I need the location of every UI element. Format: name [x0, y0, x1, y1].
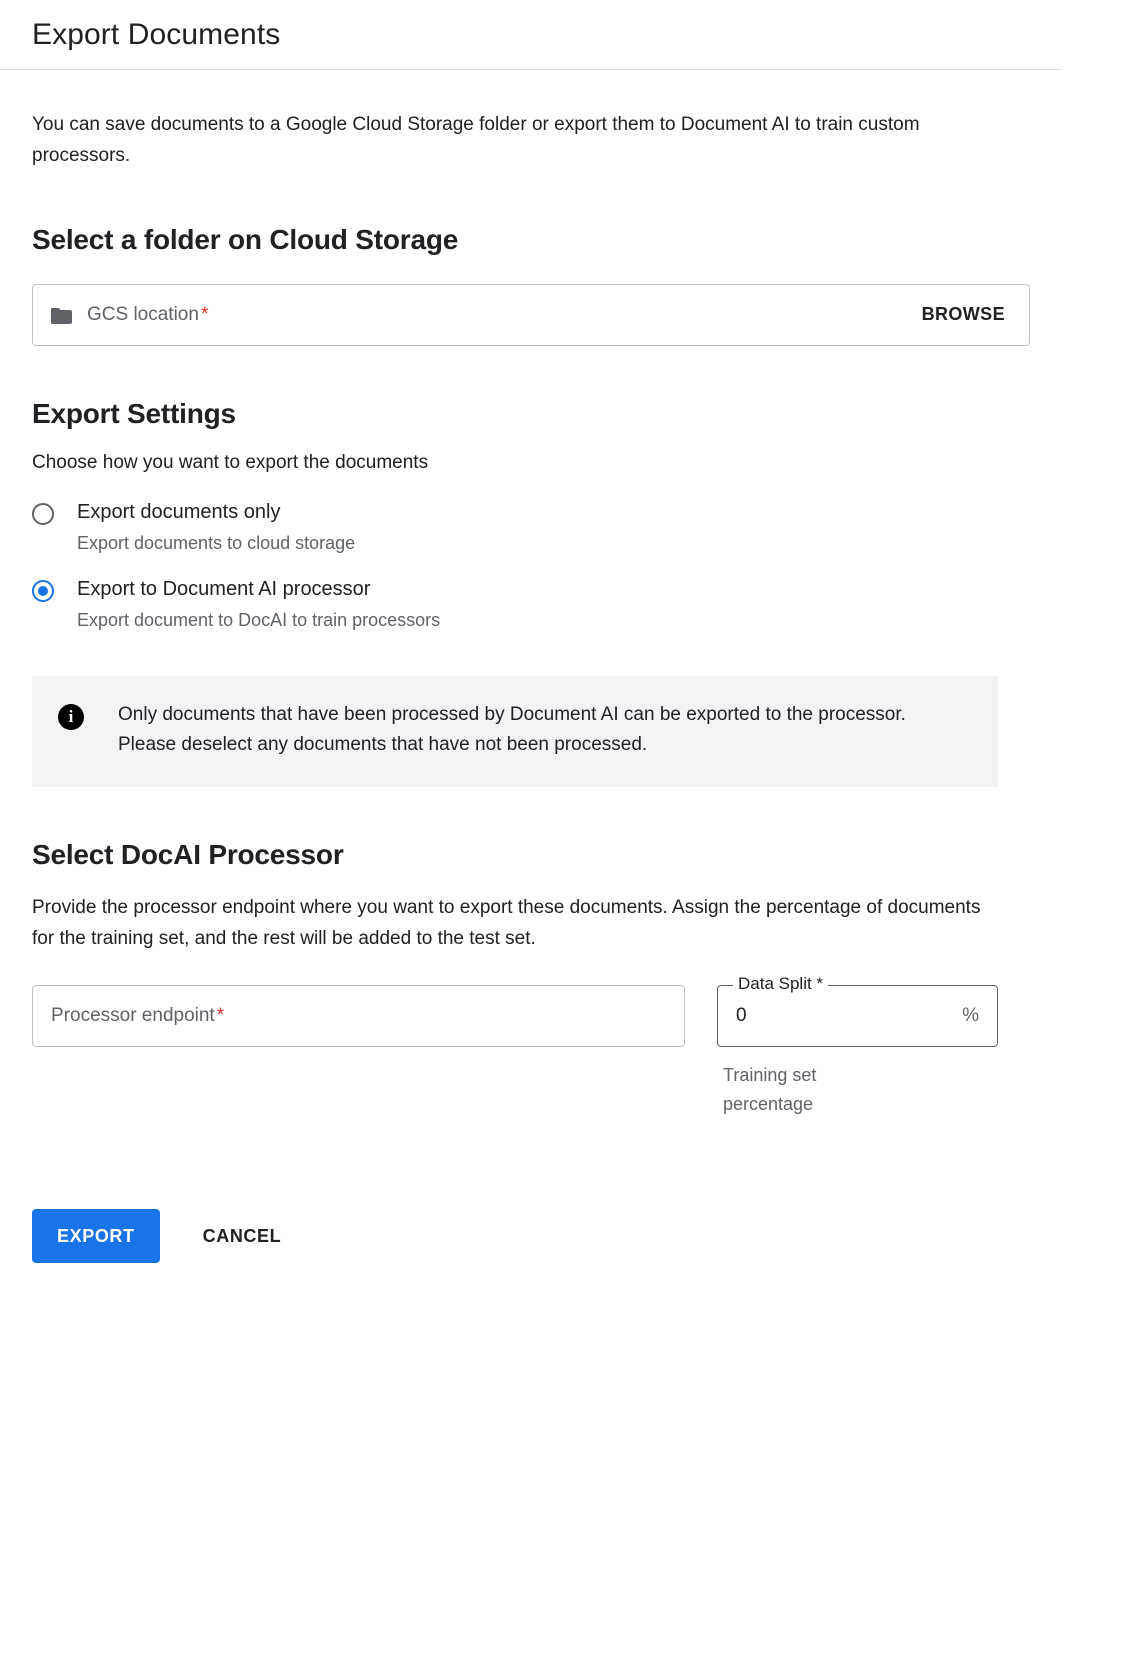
radio-icon-documents-only[interactable] — [32, 503, 54, 525]
dialog-body — [0, 110, 1062, 1263]
gcs-location-placeholder — [87, 304, 920, 326]
info-icon: i — [58, 704, 84, 730]
radio-sublabel-docai-processor: Export document to DocAI to train processors — [77, 610, 441, 631]
dialog-actions — [32, 1209, 1030, 1263]
processor-section-heading: Select DocAI Processor — [32, 839, 344, 871]
info-banner — [32, 676, 998, 788]
data-split-legend: Data Split * — [733, 974, 828, 994]
radio-label-documents-only: Export documents only — [77, 500, 281, 523]
export-button[interactable]: EXPORT — [32, 1209, 160, 1263]
gcs-location-input[interactable] — [32, 284, 1030, 346]
radio-texts-documents-only — [77, 500, 355, 555]
folder-icon — [51, 306, 73, 324]
cancel-button[interactable]: CANCEL — [202, 1225, 282, 1246]
radio-option-docai-processor[interactable] — [32, 577, 1030, 632]
data-split-hint: Training set percentage — [723, 1064, 817, 1114]
intro-text: You can save documents to a Google Cloud Storage folder or export them to Document AI to train custom processors. — [32, 114, 920, 166]
processor-fields-row — [32, 973, 1030, 1119]
radio-label-docai-processor: Export to Document AI processor — [77, 578, 371, 601]
radio-sublabel-documents-only: Export documents to cloud storage — [77, 532, 356, 553]
browse-button[interactable]: BROWSE — [920, 300, 1007, 329]
data-split-field-wrapper — [717, 973, 998, 1119]
gcs-required-marker: * — [200, 303, 209, 325]
processor-endpoint-placeholder — [51, 1005, 224, 1027]
radio-texts-docai-processor — [77, 577, 440, 632]
processor-endpoint-placeholder-text: Processor endpoint — [51, 1004, 215, 1026]
export-settings-heading: Export Settings — [32, 397, 236, 429]
dialog-header — [0, 0, 1062, 70]
export-mode-radio-group — [32, 500, 1030, 632]
gcs-location-placeholder-text: GCS location — [87, 303, 199, 325]
percent-symbol: % — [962, 1004, 979, 1026]
data-split-input[interactable] — [717, 985, 998, 1047]
data-split-value[interactable]: 0 — [736, 1004, 747, 1026]
info-banner-text: Only documents that have been processed by Document AI can be exported to the processor. Please deselect any documents that have not been processed. — [118, 703, 906, 756]
export-settings-description: Choose how you want to export the documents — [32, 451, 429, 473]
radio-icon-docai-processor[interactable] — [32, 580, 54, 602]
processor-required-marker: * — [216, 1004, 225, 1026]
storage-section-heading: Select a folder on Cloud Storage — [32, 223, 459, 255]
processor-section-description: Provide the processor endpoint where you want to export these documents. Assign the percentage of documents for the training set, and the rest will be added to the test set. — [32, 897, 981, 950]
processor-endpoint-input[interactable] — [32, 985, 685, 1047]
radio-option-documents-only[interactable] — [32, 500, 1030, 555]
page-title: Export Documents — [32, 17, 281, 51]
